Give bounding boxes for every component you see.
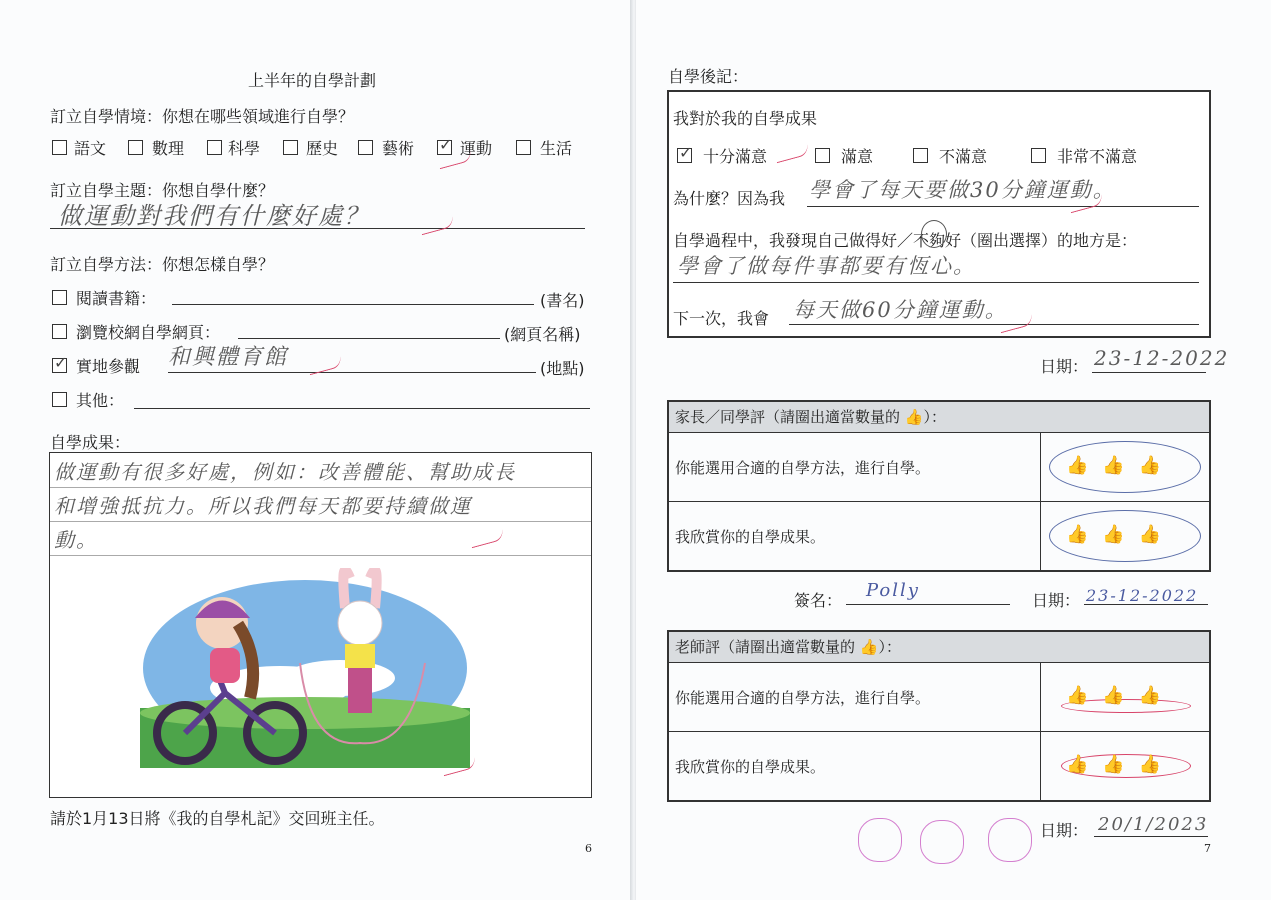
eval-statement: 我欣賞你的自學成果。 [675, 758, 826, 776]
next-answer: 每天做60分鐘運動。 [793, 298, 1008, 322]
ruled-line [50, 521, 591, 522]
thumbs-cell[interactable] [1040, 433, 1209, 501]
page-number: 7 [1204, 842, 1211, 855]
ruled-line [50, 555, 591, 556]
thumbs-up-icon: 👍👍👍 [1066, 455, 1176, 476]
checkbox-unsatisfied[interactable] [913, 148, 928, 163]
page-title: 上半年的自學計劃 [248, 71, 377, 90]
answer-line [172, 304, 534, 305]
thumbs-cell[interactable] [1040, 732, 1209, 800]
answer-line [673, 282, 1199, 283]
result-box [49, 452, 592, 798]
checkbox-very-unsatisfied[interactable] [1031, 148, 1046, 163]
result-line: 動。 [54, 528, 98, 552]
satisfaction-option: 不滿意 [939, 147, 988, 166]
answer-line [789, 324, 1199, 325]
eval-row [669, 663, 1209, 732]
method-label: 其他： [76, 391, 125, 410]
result-line: 做運動有很多好處，例如：改善體能、幫助成長 [54, 460, 516, 484]
page-number: 6 [585, 842, 592, 855]
result-label: 自學成果： [50, 433, 131, 452]
process-answer: 學會了做每件事都要有恆心。 [677, 254, 976, 278]
reward-stamp-icon [858, 818, 902, 862]
why-label: 為什麼？因為我 [673, 189, 786, 208]
why-answer: 學會了每天要做30分鐘運動。 [809, 178, 1116, 202]
thumbs-cell[interactable] [1040, 663, 1209, 731]
satisfaction-option: 十分滿意 [703, 147, 768, 166]
answer-line [1084, 604, 1208, 605]
checkbox-other[interactable] [52, 392, 67, 407]
checkbox-history[interactable] [283, 140, 298, 155]
question-topic: 訂立自學主題：你想自學什麼？ [50, 181, 275, 200]
process-label: 自學過程中，我發現自己做得好／不夠好（圈出選擇）的地方是： [673, 231, 1138, 250]
method-label: 瀏覽校網自學網頁： [76, 323, 221, 342]
reflection-box [667, 90, 1211, 338]
satisfaction-option: 滿意 [841, 147, 874, 166]
checkbox-math[interactable] [128, 140, 143, 155]
checkbox-read-books[interactable] [52, 290, 67, 305]
teacher-tick-icon [774, 144, 810, 163]
sign-date-value: 23-12-2022 [1086, 586, 1199, 605]
check-mark-icon: ✓ [54, 353, 68, 372]
reward-stamp-icon [988, 818, 1032, 862]
eval-statement: 你能選用合適的自學方法，進行自學。 [675, 689, 931, 707]
method-suffix: (書名) [540, 291, 585, 310]
return-instruction: 請於1月13日將《我的自學札記》交回班主任。 [50, 809, 385, 828]
date-label: 日期： [1040, 357, 1089, 376]
circled-choice [921, 220, 947, 248]
method-label: 實地參觀 [76, 357, 141, 376]
answer-line [1092, 372, 1206, 373]
left-page [0, 0, 633, 900]
answer-line [168, 372, 536, 373]
kids-exercise-illustration [140, 568, 470, 768]
sign-date-label: 日期： [1032, 591, 1081, 610]
eval-row [669, 732, 1209, 800]
eval-row [669, 502, 1209, 570]
question-method: 訂立自學方法：你想怎樣自學？ [50, 255, 275, 274]
thumbs-up-icon: 👍👍👍 [1066, 524, 1176, 545]
signature-value: Polly [866, 580, 920, 601]
checkbox-arts[interactable] [358, 140, 373, 155]
ruled-line [50, 487, 591, 488]
thumbs-cell[interactable] [1040, 502, 1209, 570]
eval-row [669, 433, 1209, 502]
answer-line [50, 228, 585, 229]
topic-answer: 做運動對我們有什麼好處？ [58, 202, 370, 230]
checkbox-field-visit[interactable] [52, 353, 68, 373]
parent-peer-evaluation [667, 400, 1211, 572]
check-mark-icon: ✓ [439, 135, 453, 154]
check-mark-icon: ✓ [679, 143, 693, 162]
teacher-evaluation [667, 630, 1211, 802]
reward-stamp-icon [920, 820, 964, 864]
question-domain: 訂立自學情境：你想在哪些領域進行自學？ [50, 107, 355, 126]
domain-label: 生活 [540, 139, 573, 158]
domain-label: 科學 [228, 139, 261, 158]
eval-statement: 你能選用合適的自學方法，進行自學。 [675, 459, 931, 477]
answer-line [238, 338, 500, 339]
next-label: 下一次，我會 [673, 309, 770, 328]
teacher-eval-heading: 老師評（請圈出適當數量的 👍）： [669, 632, 1209, 663]
visit-answer: 和興體育館 [168, 345, 289, 370]
teacher-tick-icon [419, 216, 455, 235]
date-value: 23-12-2022 [1094, 346, 1230, 370]
answer-line [846, 604, 1010, 605]
result-line: 和增強抵抗力。所以我們每天都要持續做運 [54, 494, 472, 518]
answer-line [1094, 836, 1208, 837]
method-label: 閱讀書籍： [76, 289, 157, 308]
satisfaction-option: 非常不滿意 [1057, 147, 1138, 166]
domain-label: 歷史 [306, 139, 339, 158]
signature-label: 簽名： [794, 591, 843, 610]
checkbox-sports[interactable] [437, 135, 453, 155]
parent-eval-heading: 家長／同學評（請圈出適當數量的 👍）： [669, 402, 1209, 433]
checkbox-life[interactable] [516, 140, 531, 155]
eval-statement: 我欣賞你的自學成果。 [675, 528, 826, 546]
domain-label: 語文 [74, 139, 107, 158]
checkbox-very-satisfied[interactable] [677, 143, 693, 163]
checkbox-chinese[interactable] [52, 140, 67, 155]
teacher-tick-icon [469, 529, 505, 548]
thumbs-up-icon: 👍👍👍 [1066, 754, 1176, 775]
thumbs-up-icon: 👍👍👍 [1066, 685, 1176, 706]
method-suffix: (地點) [540, 359, 585, 378]
answer-line [807, 206, 1199, 207]
method-suffix: (網頁名稱) [504, 325, 581, 344]
checkbox-satisfied[interactable] [815, 148, 830, 163]
teacher-date-value: 20/1/2023 [1098, 814, 1209, 835]
checkbox-science[interactable] [207, 140, 222, 155]
domain-label: 運動 [460, 139, 493, 158]
answer-line [134, 408, 590, 409]
right-page [636, 0, 1271, 900]
domain-label: 數理 [152, 139, 185, 158]
reflection-title: 自學後記： [668, 67, 749, 86]
domain-label: 藝術 [382, 139, 415, 158]
checkbox-browse-web[interactable] [52, 324, 67, 339]
teacher-date-label: 日期： [1040, 821, 1089, 840]
satisfaction-heading: 我對於我的自學成果 [673, 109, 818, 128]
